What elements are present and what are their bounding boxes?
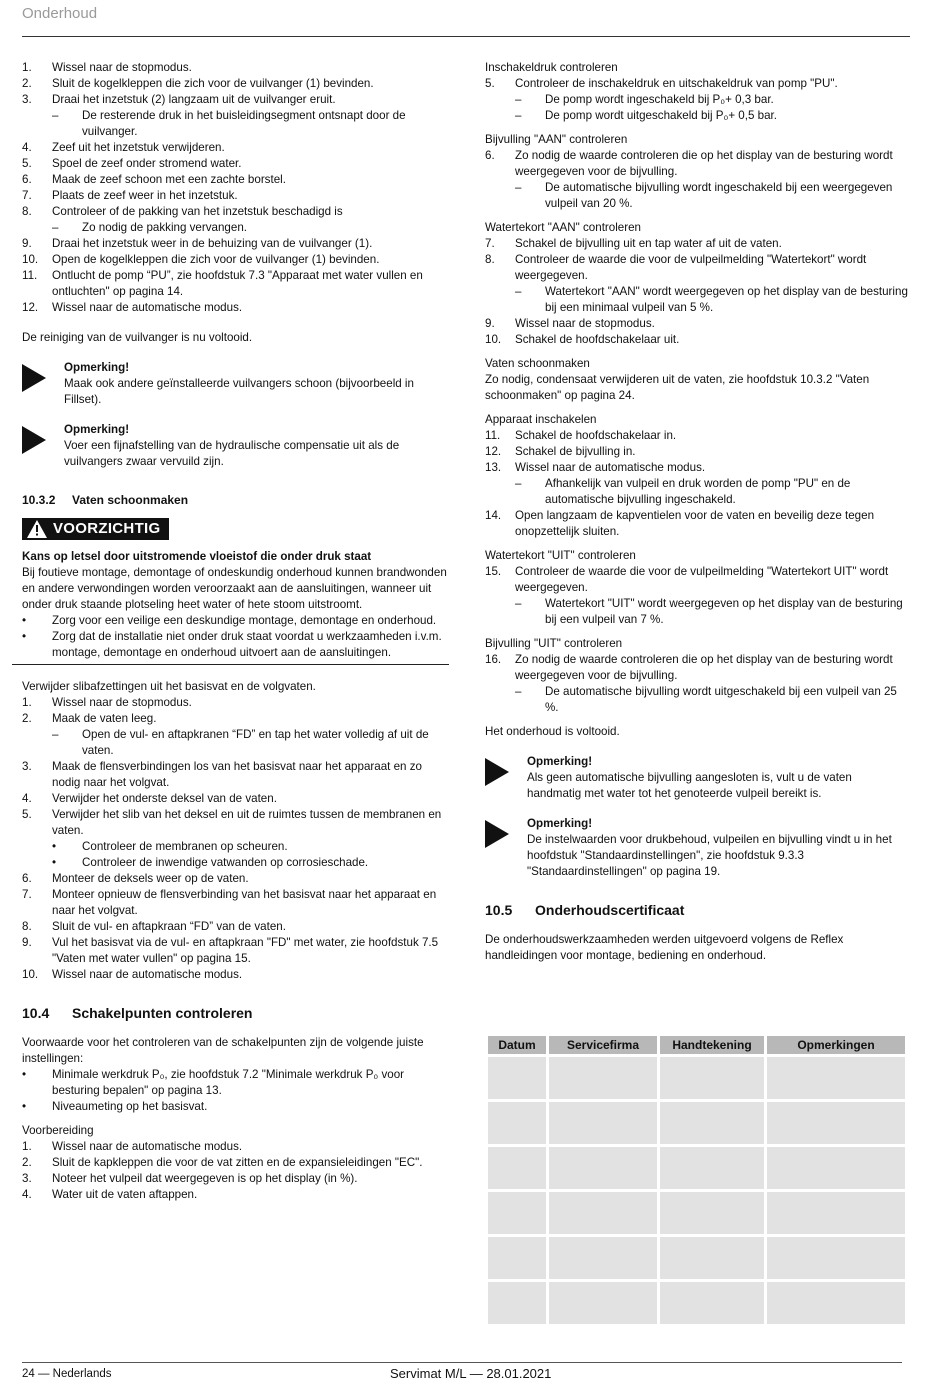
footer-divider xyxy=(22,1362,902,1363)
note-title: Opmerking! xyxy=(64,361,130,374)
paragraph: Het onderhoud is voltooid. xyxy=(485,725,620,738)
subheading: Inschakeldruk controleren xyxy=(485,61,618,74)
list-item: 6. Zo nodig de waarde controleren die op het display van de besturing wordt weergegeven voor de bijvulling. xyxy=(485,149,893,178)
list-item: 4. Verwijder het onderste deksel van de vaten. xyxy=(22,792,277,805)
list-item: 6. Monteer de deksels weer op de vaten. xyxy=(22,872,249,885)
list-item: 10. Wissel naar de automatische modus. xyxy=(22,968,243,981)
table-cell xyxy=(488,1102,546,1144)
play-arrow-icon xyxy=(22,360,64,408)
table-cell xyxy=(549,1102,657,1144)
check-steps xyxy=(485,236,908,284)
table-cell xyxy=(488,1282,546,1324)
note-title: Opmerking! xyxy=(64,423,130,436)
subheading: Voorbereiding xyxy=(22,1124,94,1137)
list-item: 1. Wissel naar de automatische modus. xyxy=(22,1140,243,1153)
note-box xyxy=(485,754,908,802)
list-item: 9. Wissel naar de stopmodus. xyxy=(485,317,655,330)
table-cell xyxy=(549,1237,657,1279)
note-box xyxy=(485,816,908,880)
table-cell xyxy=(488,1147,546,1189)
table-cell xyxy=(767,1282,905,1324)
list-item: 11. Ontlucht de pomp “PU”, zie hoofdstuk 7.3 "Apparaat met water vullen en ontluchten" op pagina 14. xyxy=(22,269,423,298)
check-steps-2 xyxy=(485,316,908,348)
list-subitem: – Open de vul- en aftapkranen “FD” en tap het water volledig af uit de vaten. xyxy=(52,728,429,757)
note-text: Maak ook andere geïnstalleerde vuilvangers schoon (bijvoorbeeld in Fillset). xyxy=(64,377,414,406)
list-item: 14. Open langzaam de kapventielen voor de vaten en beveilig deze tegen onopzettelijk sluiten. xyxy=(485,509,875,538)
warning-box xyxy=(12,508,449,665)
list-item: 4. Zeef uit het inzetstuk verwijderen. xyxy=(22,141,225,154)
table-row xyxy=(488,1192,905,1234)
cleaning-steps xyxy=(22,60,449,108)
list-item: 5. Controleer de inschakeldruk en uitschakeldruk van pomp "PU". xyxy=(485,77,838,90)
list-item: 3. Noteer het vulpeil dat weergegeven is op het display (in %). xyxy=(22,1172,358,1185)
table-cell xyxy=(549,1147,657,1189)
list-subitem: – Zo nodig de pakking vervangen. xyxy=(52,221,248,234)
list-subitem: – De pomp wordt uitgeschakeld bij P₀+ 0,5 bar. xyxy=(515,109,777,122)
note-box xyxy=(22,422,449,470)
bullet-item: • Niveaumeting op het basisvat. xyxy=(22,1100,208,1113)
table-cell xyxy=(660,1102,764,1144)
column-header-servicefirma: Servicefirma xyxy=(549,1036,657,1054)
note-title: Opmerking! xyxy=(527,755,593,768)
column-header-datum: Datum xyxy=(488,1036,546,1054)
list-item: 2. Sluit de kogelkleppen die zich voor de vuilvanger (1) bevinden. xyxy=(22,77,374,90)
note-box xyxy=(22,360,449,408)
section-heading: 10.5 Onderhoudscertificaat xyxy=(485,902,685,918)
cleaning-steps-2 xyxy=(22,140,449,220)
section-heading: 10.3.2 Vaten schoonmaken xyxy=(22,493,189,507)
warning-title: Kans op letsel door uitstromende vloeistof die onder druk staat xyxy=(22,550,372,563)
table-row xyxy=(488,1102,905,1144)
table-row xyxy=(488,1237,905,1279)
list-subitem: – Watertekort "AAN" wordt weergegeven op het display van de besturing bij een minimaal vulpeil van 5 %. xyxy=(515,285,908,314)
list-item: 8. Controleer de waarde die voor de vulpeilmelding "Watertekort" wordt weergegeven. xyxy=(485,253,867,282)
list-item: 10. Open de kogelkleppen die zich voor de vuilvanger (1) bevinden. xyxy=(22,253,380,266)
table-header-row xyxy=(488,1036,905,1054)
table-row xyxy=(488,1147,905,1189)
table-cell xyxy=(549,1282,657,1324)
list-item: 8. Controleer of de pakking van het inzetstuk beschadigd is xyxy=(22,205,343,218)
list-item: 10. Schakel de hoofdschakelaar uit. xyxy=(485,333,680,346)
list-item: 7. Monteer opnieuw de flensverbinding van het basisvat naar het apparaat en naar het volgvat. xyxy=(22,888,437,917)
table-row xyxy=(488,1282,905,1324)
table-cell xyxy=(660,1057,764,1099)
list-item: 16. Zo nodig de waarde controleren die op het display van de besturing wordt weergegeven voor de bijvulling. xyxy=(485,653,893,682)
note-title: Opmerking! xyxy=(527,817,593,830)
list-subitem: – De resterende druk in het buisleidingsegment ontsnapt door de vuilvanger. xyxy=(52,109,406,138)
subheading: Apparaat inschakelen xyxy=(485,413,597,426)
table-cell xyxy=(660,1237,764,1279)
list-item: 9. Vul het basisvat via de vul- en aftapkraan "FD" met water, zie hoofdstuk 7.5 "Vaten met water vullen" op pagina 15. xyxy=(22,936,439,965)
warning-bullets xyxy=(22,613,449,661)
list-subitem: – De pomp wordt ingeschakeld bij P₀+ 0,3 bar. xyxy=(515,93,774,106)
table-cell xyxy=(660,1147,764,1189)
list-item: 12. Wissel naar de automatische modus. xyxy=(22,301,243,314)
note-text: Voer een fijnafstelling van de hydraulische compensatie uit als de vuilvangers zwaar vervuild zijn. xyxy=(64,439,400,468)
table-cell xyxy=(767,1102,905,1144)
play-arrow-icon xyxy=(485,754,527,802)
bullet-item: • Controleer de inwendige vatwanden op corrosieschade. xyxy=(52,856,369,869)
page-header: Onderhoud xyxy=(22,5,98,22)
table-cell xyxy=(488,1192,546,1234)
column-header-opmerkingen: Opmerkingen xyxy=(767,1036,905,1054)
list-item: 8. Sluit de vul- en aftapkraan “FD” van de vaten. xyxy=(22,920,286,933)
document-title: Servimat M/L — 28.01.2021 xyxy=(390,1366,552,1381)
vessel-steps-2 xyxy=(22,759,449,839)
list-item: 2. Sluit de kapkleppen die voor de vat zitten en de expansieleidingen "EC". xyxy=(22,1156,423,1169)
vessel-steps-3 xyxy=(22,871,449,983)
vessel-steps xyxy=(22,695,449,727)
vessel-subitems xyxy=(22,839,449,871)
play-arrow-icon xyxy=(485,816,527,880)
subheading: Bijvulling "AAN" controleren xyxy=(485,133,628,146)
bullet-item: • Controleer de membranen op scheuren. xyxy=(52,840,288,853)
section-heading: 10.4 Schakelpunten controleren xyxy=(22,1005,253,1021)
list-item: 6. Maak de zeef schoon met een zachte borstel. xyxy=(22,173,286,186)
table-cell xyxy=(660,1192,764,1234)
list-item: 4. Water uit de vaten aftappen. xyxy=(22,1188,198,1201)
bullet-list xyxy=(22,1067,449,1115)
startup-steps xyxy=(485,428,908,476)
note-text: Als geen automatische bijvulling aangesloten is, vult u de vaten handmatig met water tot het genoteerde vulpeil bereikt is. xyxy=(527,771,852,800)
list-item: 13. Wissel naar de automatische modus. xyxy=(485,461,706,474)
paragraph: De onderhoudswerkzaamheden werden uitgevoerd volgens de Reflex handleidingen voor montage, bediening en onderhoud. xyxy=(485,933,844,962)
list-item: 3. Maak de flensverbindingen los van het basisvat naar het apparaat en zo nodig naar het volgvat. xyxy=(22,760,422,789)
list-item: 1. Wissel naar de stopmodus. xyxy=(22,696,192,709)
bullet-item: • Minimale werkdruk P₀, zie hoofdstuk 7.2 "Minimale werkdruk P₀ voor besturing bepalen" op pagina 13. xyxy=(22,1068,405,1097)
cleaning-steps-3 xyxy=(22,236,449,316)
list-item: 5. Verwijder het slib van het deksel en uit de ruimtes tussen de membranen en vaten. xyxy=(22,808,442,837)
list-subitem: – De automatische bijvulling wordt uitgeschakeld bij een vulpeil van 25 %. xyxy=(515,685,897,714)
table-cell xyxy=(549,1057,657,1099)
caution-badge: VOORZICHTIG xyxy=(22,518,169,540)
list-item: 7. Schakel de bijvulling uit en tap water af uit de vaten. xyxy=(485,237,782,250)
table-cell xyxy=(767,1237,905,1279)
list-item: 11. Schakel de hoofdschakelaar in. xyxy=(485,429,677,442)
list-item: 12. Schakel de bijvulling in. xyxy=(485,445,636,458)
preparation-steps xyxy=(22,1139,449,1203)
paragraph: Zo nodig, condensaat verwijderen uit de vaten, zie hoofdstuk 10.3.2 "Vaten schoonmaken" op pagina 24. xyxy=(485,373,870,402)
bullet-item: • Zorg dat de installatie niet onder druk staat voordat u werkzaamheden i.v.m. montage, demontage en onderhoud uitvoert aan de aansluitingen. xyxy=(22,630,442,659)
play-arrow-icon xyxy=(22,422,64,470)
list-item: 3. Draai het inzetstuk (2) langzaam uit de vuilvanger eruit. xyxy=(22,93,336,106)
paragraph: Voorwaarde voor het controleren van de schakelpunten zijn de volgende juiste instellingen: xyxy=(22,1036,424,1065)
list-item: 9. Draai het inzetstuk weer in de behuizing van de vuilvanger (1). xyxy=(22,237,373,250)
subheading: Vaten schoonmaken xyxy=(485,357,590,370)
table-cell xyxy=(767,1147,905,1189)
paragraph: Verwijder slibafzettingen uit het basisvat en de volgvaten. xyxy=(22,680,316,693)
page-number: 24 — Nederlands xyxy=(22,1368,112,1380)
subheading: Watertekort "UIT" controleren xyxy=(485,549,636,562)
table-cell xyxy=(549,1192,657,1234)
list-subitem: – Afhankelijk van vulpeil en druk worden de pomp "PU" en de automatische bijvulling ingeschakeld. xyxy=(515,477,851,506)
warning-triangle-icon xyxy=(27,520,47,538)
warning-text: Bij foutieve montage, demontage of ondeskundig onderhoud kunnen brandwonden en andere verwondingen worden veroorzaakt aan de aansluitingen, wanneer uit onder druk staande plotseling heet water of hete stoom uitstroomt. xyxy=(22,566,447,611)
table-cell xyxy=(767,1192,905,1234)
bullet-item: • Zorg voor een veilige een deskundige montage, demontage en onderhoud. xyxy=(22,614,437,627)
table-cell xyxy=(660,1282,764,1324)
left-column xyxy=(22,60,449,1203)
right-column xyxy=(485,60,908,964)
list-item: 7. Plaats de zeef weer in het inzetstuk. xyxy=(22,189,238,202)
list-item: 2. Maak de vaten leeg. xyxy=(22,712,157,725)
list-item: 1. Wissel naar de stopmodus. xyxy=(22,61,192,74)
table-cell xyxy=(488,1237,546,1279)
table-cell xyxy=(767,1057,905,1099)
header-divider xyxy=(22,36,910,37)
startup-steps-2 xyxy=(485,508,908,540)
note-text: De instelwaarden voor drukbehoud, vulpeilen en bijvulling vindt u in het hoofdstuk "Standaardinstellingen", zie hoofdstuk 9.3.3 "Standaardinstellingen" op pagina 19. xyxy=(527,833,892,878)
list-subitem: – Watertekort "UIT" wordt weergegeven op het display van de besturing bij een vulpeil van 7 %. xyxy=(515,597,903,626)
subheading: Bijvulling "UIT" controleren xyxy=(485,637,623,650)
paragraph: De reiniging van de vuilvanger is nu voltooid. xyxy=(22,331,253,344)
table-row xyxy=(488,1057,905,1099)
subheading: Watertekort "AAN" controleren xyxy=(485,221,642,234)
list-item: 15. Controleer de waarde die voor de vulpeilmelding "Watertekort UIT" wordt weergegeven. xyxy=(485,565,889,594)
list-subitem: – De automatische bijvulling wordt ingeschakeld bij een weergegeven vulpeil van 20 %. xyxy=(515,181,893,210)
maintenance-certificate-table xyxy=(485,1033,908,1327)
list-item: 5. Spoel de zeef onder stromend water. xyxy=(22,157,242,170)
table-cell xyxy=(488,1057,546,1099)
column-header-handtekening: Handtekening xyxy=(660,1036,764,1054)
